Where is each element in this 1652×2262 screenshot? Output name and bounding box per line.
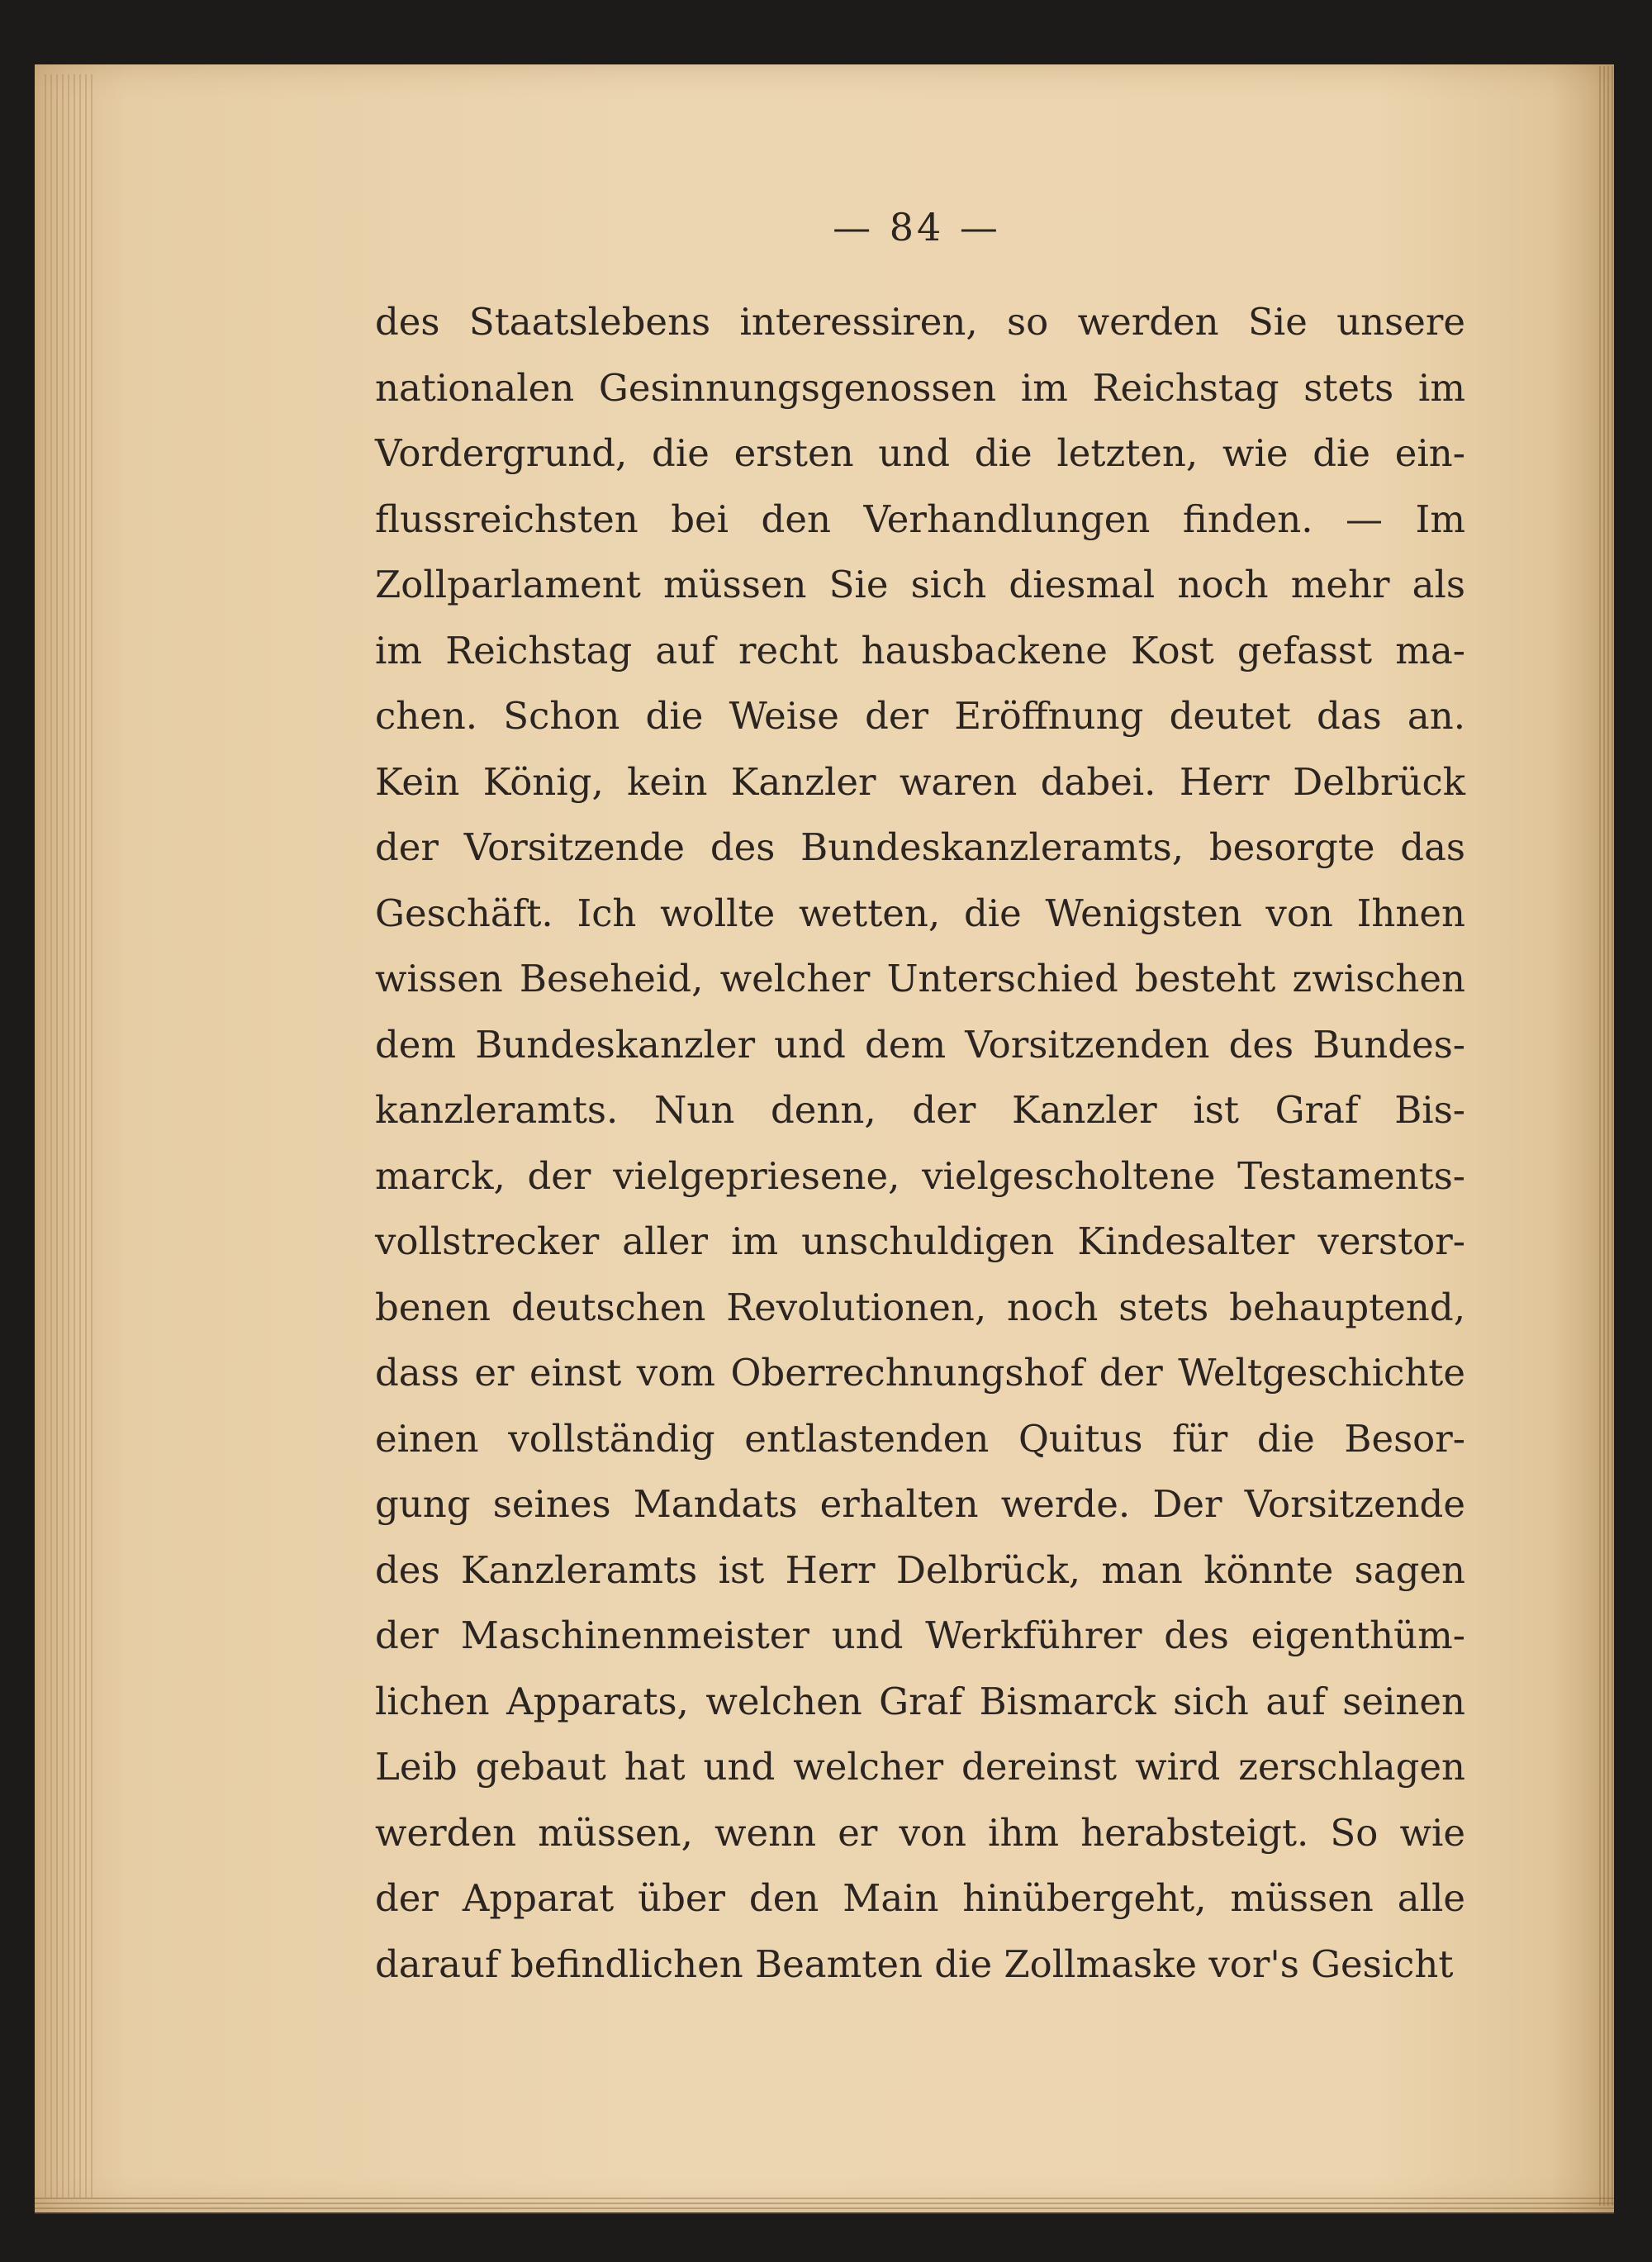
text-line: dass er einst vom Oberrechnungshof der Weltgeschichte bbox=[375, 1351, 1465, 1395]
text-line: gung seines Mandats erhalten werde. Der Vorsitzende bbox=[375, 1482, 1465, 1526]
text-line: des Kanzleramts ist Herr Delbrück, man könnte sagen bbox=[375, 1547, 1465, 1592]
text-line: wissen Beseheid, welcher Unterschied besteht zwischen bbox=[375, 957, 1465, 1000]
text-line: vollstrecker aller im unschuldigen Kindesalter verstor- bbox=[375, 1219, 1465, 1263]
page-stack-edge-right bbox=[1599, 66, 1614, 2206]
text-line: der Maschinenmeister und Werkführer des eigenthüm- bbox=[375, 1613, 1465, 1657]
text-line: Leib gebaut hat und welcher dereinst wird zerschlagen bbox=[375, 1745, 1465, 1789]
text-line: werden müssen, wenn er von ihm herabsteigt. So wie bbox=[375, 1810, 1465, 1855]
text-line: flussreichsten bei den Verhandlungen finden. — Im bbox=[375, 497, 1465, 541]
page-stack-edge-left bbox=[45, 74, 94, 2198]
text-line: im Reichstag auf recht hausbackene Kost gefasst ma- bbox=[375, 628, 1465, 672]
text-line: darauf befindlichen Beamten die Zollmaske vor's Gesicht bbox=[375, 1941, 1454, 1986]
text-line: nationalen Gesinnungsgenossen im Reichstag stets im bbox=[375, 365, 1465, 410]
text-line: der Apparat über den Main hinübergeht, müssen alle bbox=[375, 1876, 1465, 1920]
text-line: dem Bundeskanzler und dem Vorsitzenden des Bundes- bbox=[375, 1022, 1465, 1067]
text-line: marck, der vielgepriesene, vielgescholtene Testaments- bbox=[375, 1153, 1465, 1198]
page-stack-edge-bottom bbox=[35, 2198, 1614, 2217]
text-line: der Vorsitzende des Bundeskanzleramts, besorgte das bbox=[375, 825, 1465, 869]
page-number: — 84 — bbox=[833, 205, 1001, 249]
text-line: benen deutschen Revolutionen, noch stets behauptend, bbox=[375, 1285, 1465, 1329]
text-line: Zollparlament müssen Sie sich diesmal noch mehr als bbox=[375, 563, 1465, 606]
text-line: einen vollständig entlastenden Quitus für die Besor- bbox=[375, 1416, 1465, 1461]
text-line: des Staatslebens interessiren, so werden Sie unsere bbox=[375, 300, 1465, 344]
text-line: chen. Schon die Weise der Eröffnung deutet das an. bbox=[375, 694, 1465, 738]
text-line: lichen Apparats, welchen Graf Bismarck sich auf seinen bbox=[375, 1679, 1465, 1723]
text-line: Vordergrund, die ersten und die letzten, wie die ein- bbox=[375, 431, 1465, 475]
text-line: Kein König, kein Kanzler waren dabei. Herr Delbrück bbox=[375, 759, 1465, 804]
text-line: kanzleramts. Nun denn, der Kanzler ist Graf Bis- bbox=[375, 1088, 1465, 1132]
body-text bbox=[375, 289, 1465, 1997]
text-line: Geschäft. Ich wollte wetten, die Wenigsten von Ihnen bbox=[375, 891, 1465, 935]
